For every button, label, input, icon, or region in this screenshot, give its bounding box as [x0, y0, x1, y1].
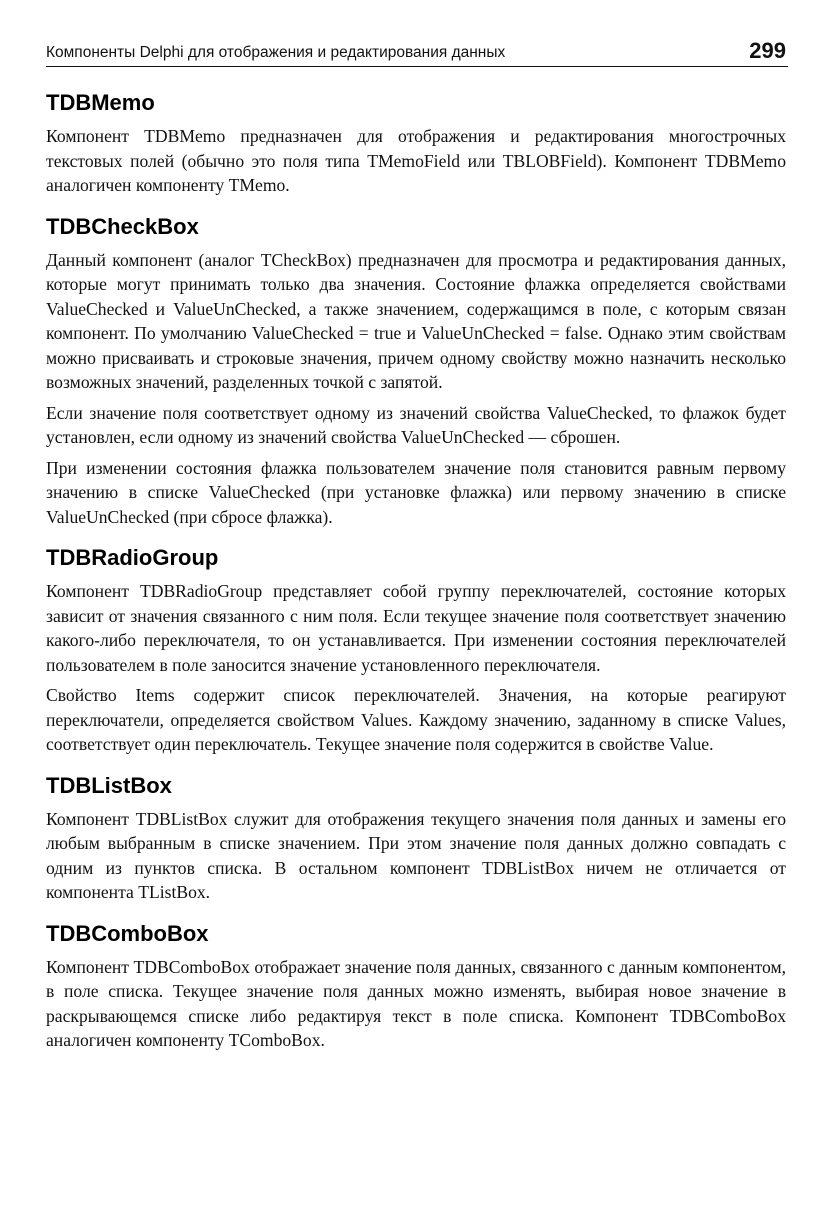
- section-tdbradiogroup: [46, 543, 786, 757]
- running-header: [46, 36, 788, 67]
- section-tdbcombobox: [46, 919, 786, 1053]
- paragraph: Если значение поля соответствует одному из значений свойства ValueChecked, то флажок будет установлен, если одному из значений свойства ValueUnChecked — сброшен.: [46, 402, 786, 447]
- paragraph: Компонент TDBMemo предназначен для отображения и редактирования многострочных текстовых полей (обычно это поля типа TMemoField или TBLOBField). Компонент TDBMemo аналогичен компоненту TMemo.: [46, 126, 786, 195]
- paragraph: При изменении состояния флажка пользователем значение поля становится равным первому значению в списке ValueChecked (при установке флажка) или первому значению в списке ValueUnChecked (при сбросе флажка).: [46, 457, 786, 527]
- section-tdblistbox: [46, 771, 786, 905]
- paragraph: Данный компонент (аналог TCheckBox) предназначен для просмотра и редактирования данных, которые могут принимать только два значения. Состояние флажка определяется свойствами ValueChecked и ValueUnChecked, а также значением, содержащимся в поле, с которым связан компонент. По умолчанию ValueChecked = true и ValueUnChecked = false. Однако этим свойствам можно присваивать и строковые значения, причем одному свойству можно назначить несколько возможных значений, разделенных точкой с запятой.: [46, 249, 786, 392]
- page-body: [46, 88, 786, 1067]
- paragraph: Свойство Items содержит список переключателей. Значения, на которые реагируют переключатели, определяется свойством Values. Каждому значению, заданному в списке Values, соответствует один переключатель. Текущее значение поля содержится в свойстве Value.: [46, 685, 786, 754]
- paragraph: Компонент TDBComboBox отображает значение поля данных, связанного с данным компонентом, в поле списка. Текущее значение поля данных можно изменять, выбирая новое значение в раскрывающемся списке либо редактируя текст в поле списка. Компонент TDBComboBox аналогичен компоненту TComboBox.: [46, 956, 786, 1050]
- page-number: 299: [749, 38, 786, 63]
- section-heading: TDBMemo: [46, 90, 155, 115]
- section-heading: TDBCheckBox: [46, 213, 199, 239]
- section-tdbcheckbox: [46, 212, 786, 530]
- paragraph: Компонент TDBRadioGroup представляет собой группу переключателей, состояние которых зависит от значения связанного с ним поля. Если текущее значение поля соответствует значению какого-либо переключателя, то он устанавливается. При изменении состояния переключателей пользователем в поле заносится значение установленного переключателя.: [46, 581, 786, 675]
- section-heading: TDBRadioGroup: [46, 545, 219, 570]
- section-heading: TDBComboBox: [46, 920, 209, 946]
- running-title: Компоненты Delphi для отображения и редактирования данных: [46, 44, 506, 61]
- section-tdbmemo: [46, 88, 786, 198]
- section-heading: TDBListBox: [46, 772, 172, 798]
- paragraph: Компонент TDBListBox служит для отображения текущего значения поля данных и замены его любым выбранным в списке значением. При этом значение поля данных должно совпадать с одним из пунктов списка. В остальном компонент TDBListBox ничем не отличается от компонента TListBox.: [46, 808, 786, 902]
